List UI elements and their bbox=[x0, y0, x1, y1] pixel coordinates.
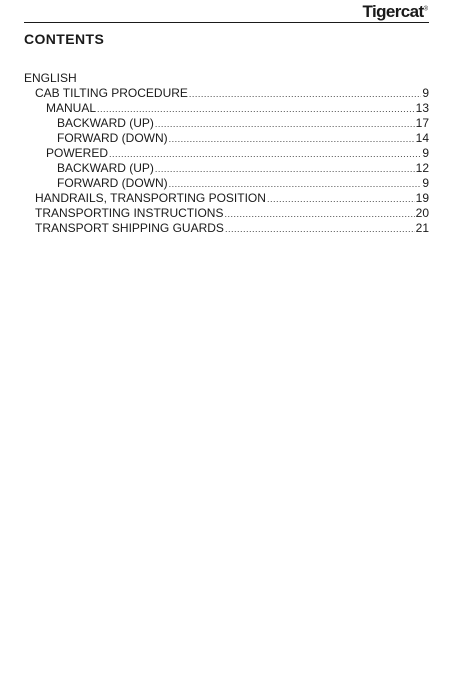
toc-entry-cab-tilting-procedure[interactable] bbox=[24, 86, 429, 101]
page-title: CONTENTS bbox=[24, 31, 105, 47]
toc-entry-page: 9 bbox=[422, 146, 429, 160]
brand-logo bbox=[363, 2, 428, 22]
dot-leader bbox=[225, 222, 415, 237]
toc-entry-manual-backward-up[interactable] bbox=[24, 116, 429, 131]
toc-entry-label: TRANSPORT SHIPPING GUARDS bbox=[35, 221, 224, 235]
toc-entry-page: 9 bbox=[422, 86, 429, 100]
dot-leader bbox=[169, 177, 422, 192]
toc-entry-label: BACKWARD (UP) bbox=[57, 116, 154, 130]
header-rule bbox=[24, 22, 429, 23]
toc-entry-powered[interactable] bbox=[24, 146, 429, 161]
toc-entry-manual-forward-down[interactable] bbox=[24, 131, 429, 146]
toc-entry-page: 21 bbox=[415, 221, 429, 235]
dot-leader bbox=[267, 192, 415, 207]
toc-entry-transporting-instructions[interactable] bbox=[24, 206, 429, 221]
toc-entry-manual[interactable] bbox=[24, 101, 429, 116]
toc-entry-label: FORWARD (DOWN) bbox=[57, 176, 168, 190]
toc-entry-transport-shipping-guards[interactable] bbox=[24, 221, 429, 236]
dot-leader bbox=[169, 132, 415, 147]
toc-entry-page: 13 bbox=[415, 101, 429, 115]
dot-leader bbox=[189, 87, 421, 102]
toc-entry-page: 9 bbox=[422, 176, 429, 190]
toc-entry-label: TRANSPORTING INSTRUCTIONS bbox=[35, 206, 224, 220]
toc-entry-label: FORWARD (DOWN) bbox=[57, 131, 168, 145]
toc-entry-page: 12 bbox=[415, 161, 429, 175]
toc-entry-label: HANDRAILS, TRANSPORTING POSITION bbox=[35, 191, 266, 205]
table-of-contents bbox=[24, 71, 429, 236]
toc-entry-label: POWERED bbox=[46, 146, 109, 160]
toc-entry-label: BACKWARD (UP) bbox=[57, 161, 154, 175]
toc-language-label: ENGLISH bbox=[24, 71, 77, 85]
dot-leader bbox=[97, 102, 415, 117]
toc-entry-page: 20 bbox=[415, 206, 429, 220]
toc-entry-page: 17 bbox=[415, 116, 429, 130]
dot-leader bbox=[224, 207, 414, 222]
toc-entry-powered-forward-down[interactable] bbox=[24, 176, 429, 191]
dot-leader bbox=[155, 117, 415, 132]
registered-mark: ® bbox=[423, 6, 428, 13]
toc-entry-label: CAB TILTING PROCEDURE bbox=[35, 86, 188, 100]
brand-name: Tigercat bbox=[362, 2, 424, 21]
toc-entry-page: 14 bbox=[415, 131, 429, 145]
toc-entry-page: 19 bbox=[415, 191, 429, 205]
toc-entry-label: MANUAL bbox=[46, 101, 97, 115]
dot-leader bbox=[155, 162, 415, 177]
toc-entry-handrails-transporting-position[interactable] bbox=[24, 191, 429, 206]
dot-leader bbox=[109, 147, 421, 162]
toc-entry-powered-backward-up[interactable] bbox=[24, 161, 429, 176]
